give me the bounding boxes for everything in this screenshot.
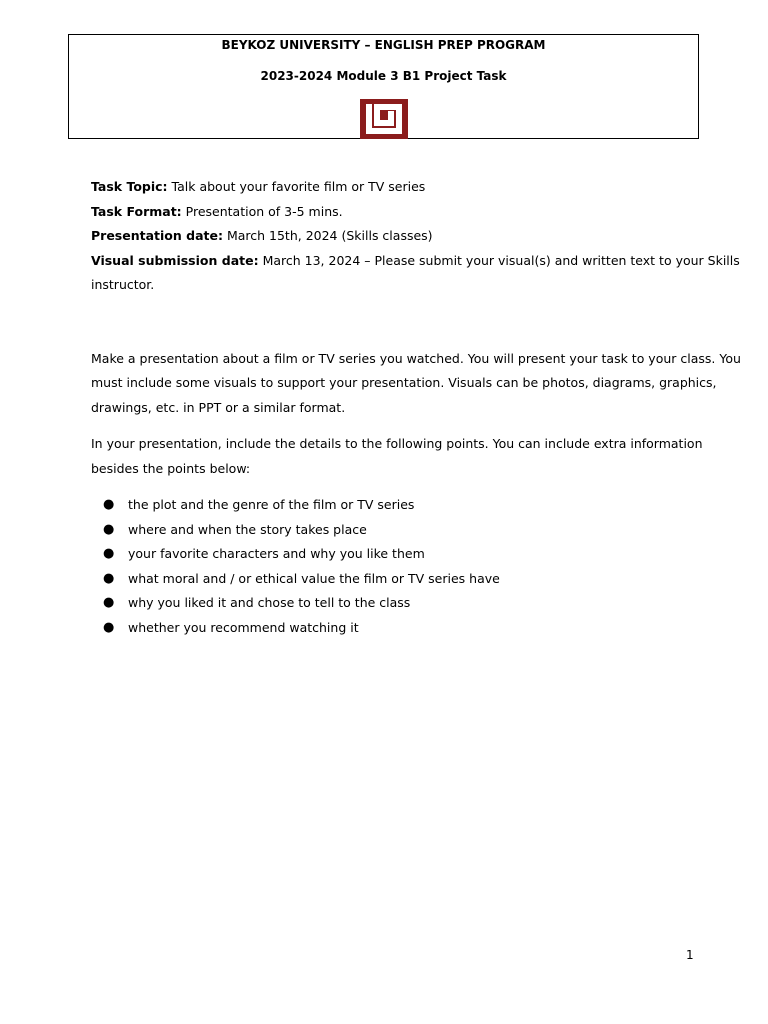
bullet-icon: ●	[103, 497, 115, 512]
presentation-date-value: March 15th, 2024 (Skills classes)	[222, 228, 433, 243]
visual-submission-value: March 13, 2024 – Please submit your visual(s) and written text to your Skills	[258, 252, 740, 268]
instructions-paragraph-line: besides the points below:	[91, 460, 251, 476]
intro-paragraph-line: Make a presentation about a film or TV series you watched. You will present your task to your class. You	[91, 350, 741, 366]
presentation-date-line	[91, 224, 701, 249]
bullet-icon: ●	[103, 619, 115, 635]
task-format-line	[91, 200, 701, 225]
module-title: 2023-2024 Module 3 B1 Project Task	[260, 69, 507, 83]
instructions-paragraph-line: In your presentation, include the details to the following points. You can include extra information	[91, 436, 703, 451]
visual-submission-line-2: instructor.	[91, 277, 155, 292]
visual-submission-line	[91, 249, 740, 274]
bullet-icon: ●	[103, 595, 115, 610]
list-item: ● what moral and / or ethical value the film or TV series have	[91, 567, 701, 592]
bullet-icon: ●	[103, 546, 115, 561]
bullet-icon: ●	[103, 521, 115, 537]
visual-submission-label: Visual submission date:	[91, 252, 259, 268]
university-logo	[360, 99, 408, 139]
task-format-label: Task Format:	[91, 203, 182, 219]
university-title: BEYKOZ UNIVERSITY – ENGLISH PREP PROGRAM	[221, 38, 546, 52]
list-item: ● whether you recommend watching it	[91, 616, 701, 641]
task-format-value: Presentation of 3-5 mins.	[181, 203, 343, 219]
page-number: 1	[686, 948, 694, 962]
presentation-date-label: Presentation date:	[91, 228, 223, 243]
points-list	[91, 493, 701, 640]
task-topic-value: Talk about your favorite film or TV series	[167, 179, 426, 194]
task-topic-label: Task Topic:	[91, 179, 168, 194]
logo-meander-mark	[360, 99, 408, 139]
intro-paragraph-line: drawings, etc. in PPT or a similar format.	[91, 399, 346, 415]
list-item: ● where and when the story takes place	[91, 518, 701, 543]
bullet-icon: ●	[103, 570, 115, 586]
task-topic-line	[91, 175, 701, 200]
list-item: ● your favorite characters and why you like them	[91, 542, 701, 567]
document-content	[91, 175, 741, 640]
intro-paragraph-line: must include some visuals to support your presentation. Visuals can be photos, diagrams, graphics,	[91, 375, 717, 390]
header-box	[68, 34, 699, 139]
list-item: ● the plot and the genre of the film or TV series	[91, 493, 701, 518]
list-item: ● why you liked it and chose to tell to the class	[91, 591, 701, 616]
